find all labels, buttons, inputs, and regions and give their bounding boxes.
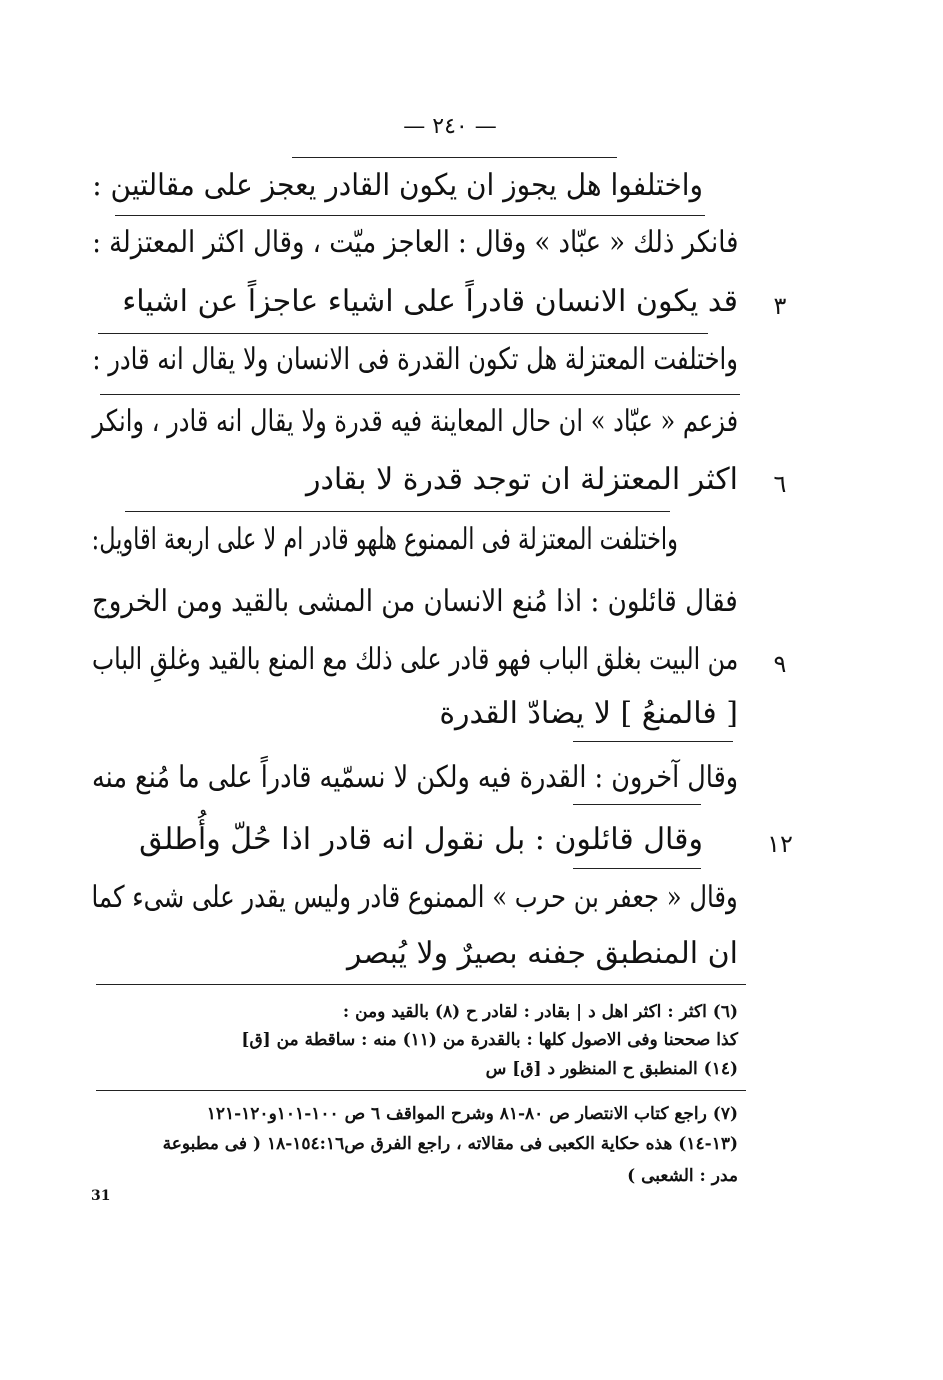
text-line: وقال « جعفر بن حرب » الممنوع قادر وليس يقدر على شىء كما xyxy=(91,880,738,915)
text-line: من البيت بغلق الباب فهو قادر على ذلك مع المنع بالقيد وغلقِ الباب xyxy=(91,642,738,677)
line-number: ٦ xyxy=(773,470,787,498)
apparatus-line: كذا صححنا وفى الاصول كلها : بالقدرة من (١١) منه : ساقطة من [ق] xyxy=(241,1030,738,1050)
text-line: فانكر ذلك « عبّاد » وقال : العاجز ميّت ، وقال اكثر المعتزلة : xyxy=(91,225,738,260)
text-line: واختلفت المعتزلة هل تكون القدرة فى الانسان ولا يقال انه قادر : xyxy=(92,342,738,377)
text-line: قد يكون الانسان قادراً على اشياء عاجزاً عن اشياء xyxy=(122,284,738,319)
apparatus-line: (١٤) المنطبق ح المنظور د [ق] س xyxy=(485,1059,738,1079)
text-line: وقال قائلون : بل نقول انه قادر اذا حُلّ وأُطلق xyxy=(139,822,703,857)
reference-line: (١٣-١٤) هذه حكاية الكعبى فى مقالاته ، راجع الفرق ص١٥٤:١٦-١٨ ( فى مطبوعة xyxy=(162,1134,738,1154)
text-line: اكثر المعتزلة ان توجد قدرة لا بقادر xyxy=(306,462,738,497)
divider xyxy=(573,868,701,869)
divider xyxy=(573,741,733,742)
footnote-separator xyxy=(96,1090,746,1091)
text-line: فزعم « عبّاد » ان حال المعاينة فيه قدرة ولا يقال انه قادر ، وانكر xyxy=(92,404,738,439)
divider xyxy=(100,394,740,395)
divider xyxy=(115,215,705,216)
text-line: واختلفت المعتزلة فى الممنوع هلهو قادر ام لا على اربعة اقاويل: xyxy=(91,522,678,557)
divider xyxy=(292,157,617,158)
reference-line: مدر : الشعبى ) xyxy=(627,1166,738,1186)
text-line: وقال آخرون : القدرة فيه ولكن لا نسمّيه قادراً على ما مُنع منه xyxy=(91,760,738,795)
divider xyxy=(125,511,670,512)
divider xyxy=(573,804,701,805)
line-number: ٣ xyxy=(773,292,787,320)
page-number: — ٢٤٠ — xyxy=(403,114,497,139)
signature-mark: 31 xyxy=(91,1188,111,1204)
text-line: ان المنطبق جفنه بصيرٌ ولا يُبصر xyxy=(347,936,738,971)
text-line: [ فالمنعُ ] لا يضادّ القدرة xyxy=(439,696,738,731)
reference-line: (٧) راجع كتاب الانتصار ص ٨٠-٨١ وشرح المواقف ٦ ص ١٠٠-١٠١و١٢٠-١٢١ xyxy=(206,1104,738,1124)
text-line: فقال قائلون : اذا مُنع الانسان من المشى بالقيد ومن الخروج xyxy=(92,584,738,619)
line-number: ٩ xyxy=(773,650,787,678)
text-line: واختلفوا هل يجوز ان يكون القادر يعجز على مقالتين : xyxy=(92,168,703,203)
line-number: ١٢ xyxy=(767,830,793,858)
apparatus-line: (٦) اكثر : اكثر اهل د | بقادر : لقادر ح (٨) بالقيد ومن : xyxy=(342,1002,738,1022)
divider xyxy=(98,333,708,334)
footnote-separator xyxy=(96,984,746,985)
